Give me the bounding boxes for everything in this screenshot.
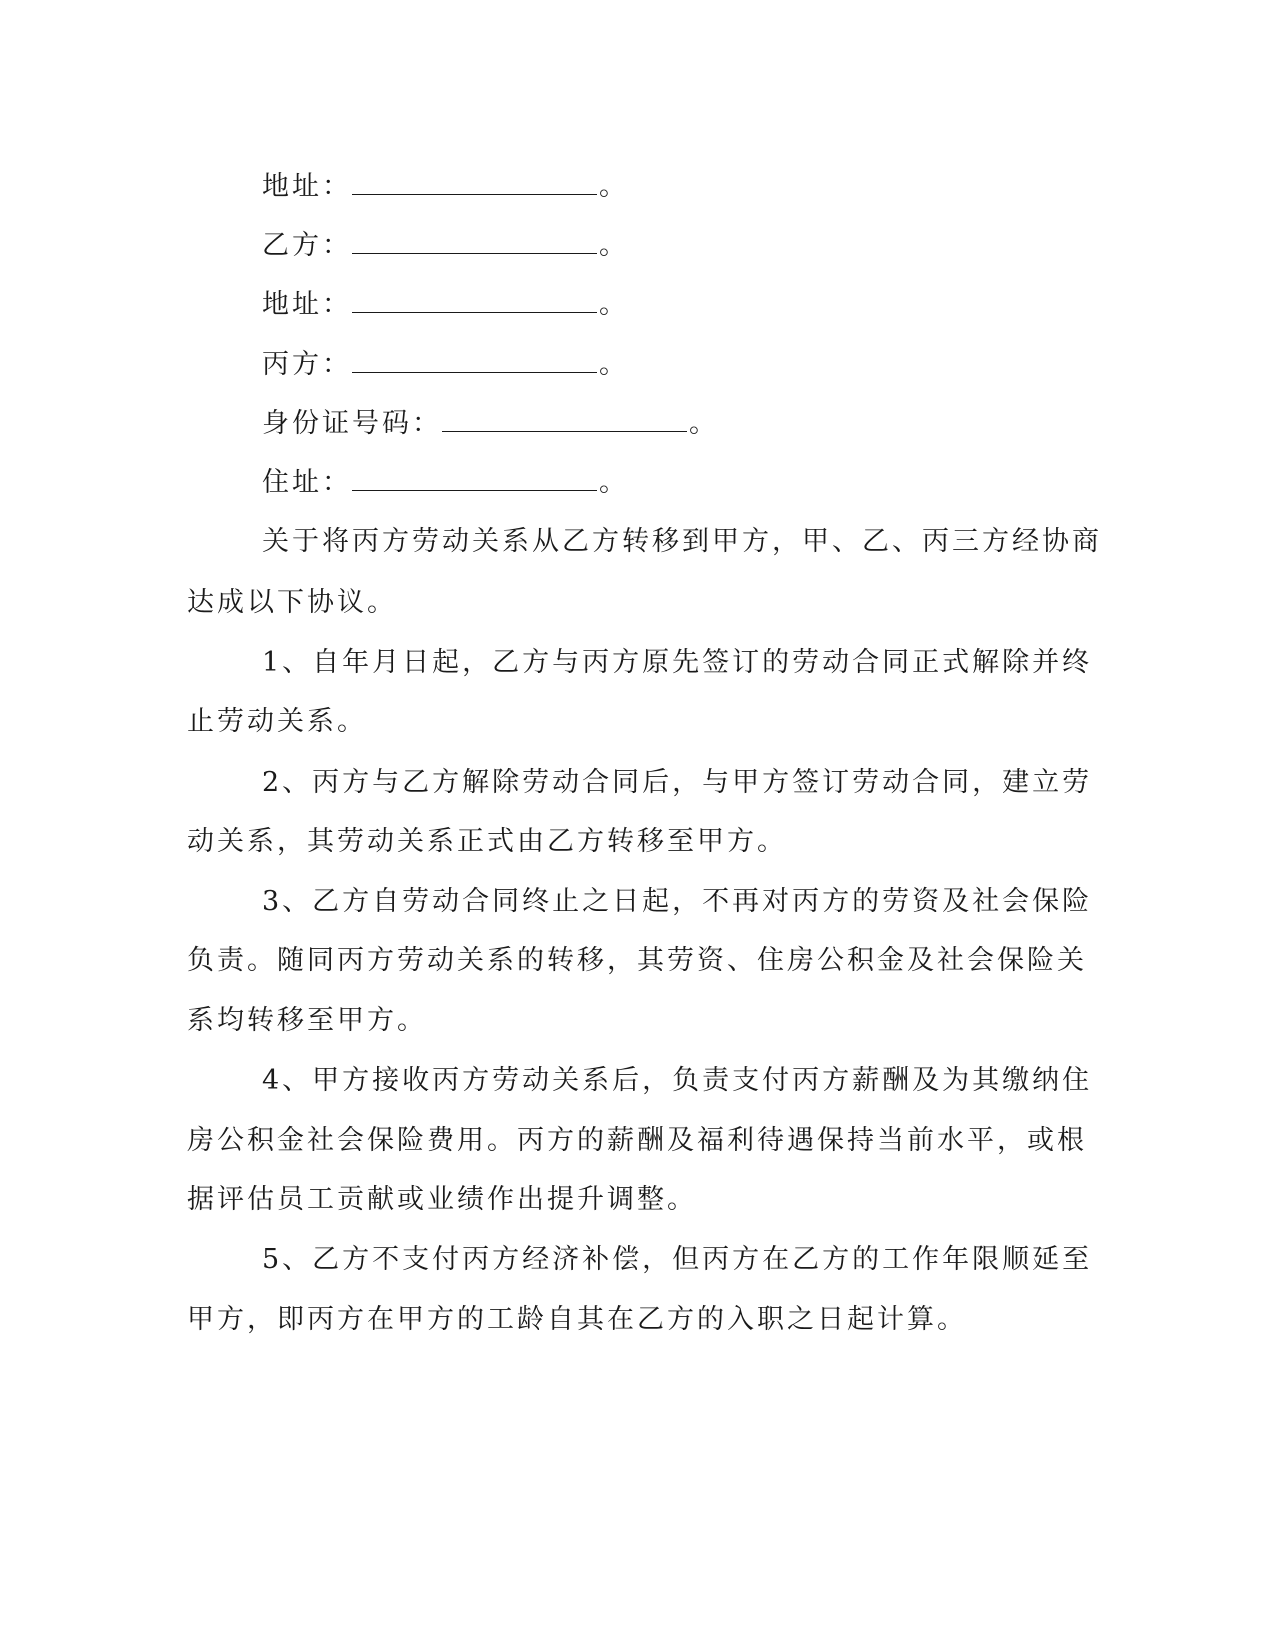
field-end: 。: [599, 349, 629, 380]
blank-line: [352, 468, 597, 491]
field-end: 。: [599, 289, 629, 320]
clause-3-line-3: 系均转移至甲方。: [187, 1005, 427, 1036]
clause-3-line-2: 负责。随同丙方劳动关系的转移，其劳资、住房公积金及社会保险关: [187, 945, 1087, 976]
clause-2-line-1: 2、丙方与乙方解除劳动合同后，与甲方签订劳动合同，建立劳: [262, 767, 1093, 798]
clause-4-line-3: 据评估员工贡献或业绩作出提升调整。: [187, 1184, 697, 1215]
clause-1-line-1: 1、自年月日起，乙方与丙方原先签订的劳动合同正式解除并终: [262, 647, 1093, 678]
clause-5-line-1: 5、乙方不支付丙方经济补偿，但丙方在乙方的工作年限顺延至: [262, 1244, 1093, 1275]
blank-line: [352, 172, 597, 195]
field-label: 身份证号码：: [262, 408, 442, 439]
blank-line: [352, 231, 597, 254]
clause-2-line-2: 动关系，其劳动关系正式由乙方转移至甲方。: [187, 826, 787, 857]
field-end: 。: [599, 171, 629, 202]
intro-line-2: 达成以下协议。: [187, 587, 397, 618]
clause-4-line-2: 房公积金社会保险费用。丙方的薪酬及福利待遇保持当前水平，或根: [187, 1125, 1087, 1156]
clause-3-line-1: 3、乙方自劳动合同终止之日起，不再对丙方的劳资及社会保险: [262, 886, 1093, 917]
clause-4-line-1: 4、甲方接收丙方劳动关系后，负责支付丙方薪酬及为其缴纳住: [262, 1065, 1093, 1096]
field-label: 住址：: [262, 467, 352, 498]
field-address-2: [262, 290, 629, 318]
field-party-b: [262, 231, 629, 259]
field-id-number: [262, 409, 719, 437]
field-end: 。: [599, 230, 629, 261]
blank-line: [352, 350, 597, 373]
clause-1-line-2: 止劳动关系。: [187, 706, 367, 737]
field-address-1: [262, 172, 629, 200]
blank-line: [352, 290, 597, 313]
clause-5-line-2: 甲方，即丙方在甲方的工龄自其在乙方的入职之日起计算。: [187, 1304, 967, 1335]
field-label: 丙方：: [262, 349, 352, 380]
field-label: 乙方：: [262, 230, 352, 261]
field-party-c: [262, 350, 629, 378]
field-label: 地址：: [262, 171, 352, 202]
field-residence: [262, 468, 629, 496]
field-end: 。: [599, 467, 629, 498]
blank-line: [442, 409, 687, 432]
intro-line-1: 关于将丙方劳动关系从乙方转移到甲方，甲、乙、丙三方经协商: [262, 526, 1102, 557]
field-label: 地址：: [262, 289, 352, 320]
field-end: 。: [689, 408, 719, 439]
